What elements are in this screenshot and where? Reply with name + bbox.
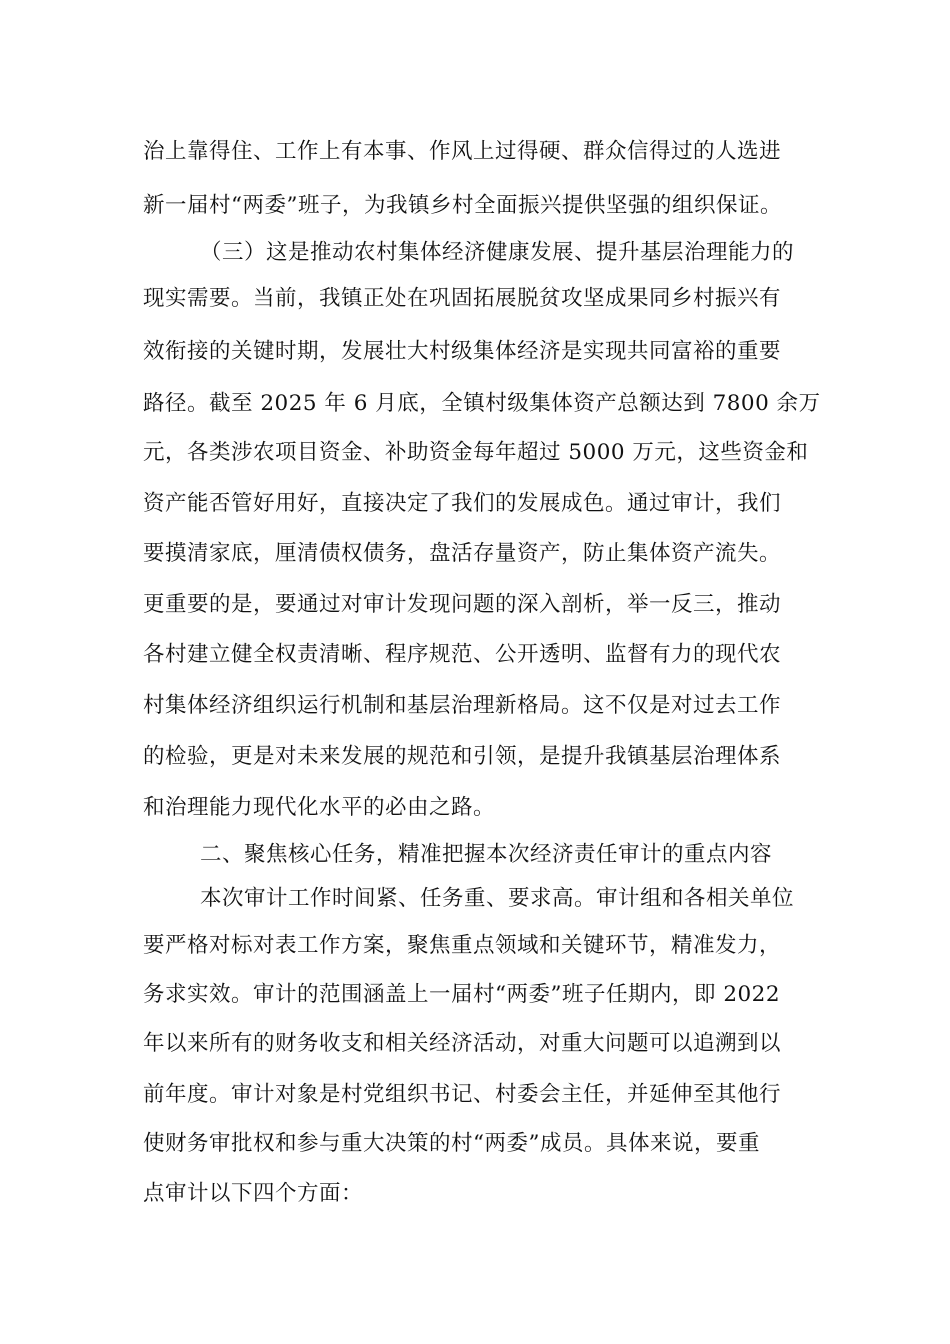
text-line: 更重要的是，要通过对审计发现问题的深入剖析，举一反三，推动 [143, 592, 782, 617]
text-line: 本次审计工作时间紧、任务重、要求高。审计组和各相关单位 [200, 886, 795, 911]
text-line: 各村建立健全权责清晰、程序规范、公开透明、监督有力的现代农 [143, 642, 782, 667]
section-three-heading: （三）这是推动农村集体经济健康发展、提升基层治理能力的 [200, 240, 795, 265]
text-line: 和治理能力现代化水平的必由之路。 [143, 795, 496, 820]
text-line: 要严格对标对表工作方案，聚焦重点领域和关键环节，精准发力， [143, 933, 782, 958]
text-line: 务求实效。审计的范围涵盖上一届村“两委”班子任期内，即 2022 [143, 982, 781, 1007]
text-line: 效衔接的关键时期，发展壮大村级集体经济是实现共同富裕的重要 [143, 339, 782, 364]
text-line: 前年度。审计对象是村党组织书记、村委会主任，并延伸至其他行 [143, 1082, 782, 1107]
text-line: 的检验，更是对未来发展的规范和引领，是提升我镇基层治理体系 [143, 744, 782, 769]
text-line: 村集体经济组织运行机制和基层治理新格局。这不仅是对过去工作 [143, 693, 782, 718]
text-line: 年以来所有的财务收支和相关经济活动，对重大问题可以追溯到以 [143, 1031, 782, 1056]
text-line: 新一届村“两委”班子，为我镇乡村全面振兴提供坚强的组织保证。 [143, 193, 782, 218]
text-line: 点审计以下四个方面： [143, 1181, 364, 1206]
text-line: 现实需要。当前，我镇正处在巩固拓展脱贫攻坚成果同乡村振兴有 [143, 286, 782, 311]
text-line: 路径。截至 2025 年 6 月底，全镇村级集体资产总额达到 7800 余万 [143, 391, 821, 416]
text-line: 元，各类涉农项目资金、补助资金每年超过 5000 万元，这些资金和 [143, 440, 809, 465]
text-line: 资产能否管好用好，直接决定了我们的发展成色。通过审计，我们 [143, 491, 782, 516]
text-line: 治上靠得住、工作上有本事、作风上过得硬、群众信得过的人选进 [143, 139, 782, 164]
text-line: 使财务审批权和参与重大决策的村“两委”成员。具体来说，要重 [143, 1131, 760, 1156]
text-line: 要摸清家底，厘清债权债务，盘活存量资产，防止集体资产流失。 [143, 541, 782, 566]
section-two-heading: 二、聚焦核心任务，精准把握本次经济责任审计的重点内容 [200, 842, 773, 867]
